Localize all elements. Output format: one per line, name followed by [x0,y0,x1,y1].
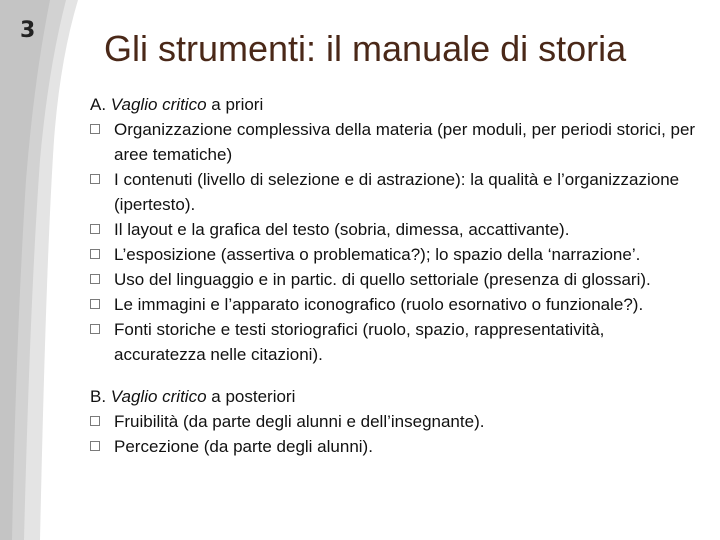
bullet-icon [90,174,100,184]
section-a-heading: A. Vaglio critico a priori [90,95,264,114]
list-item: Le immagini e l’apparato iconografico (ruolo esornativo o funzionale?). [90,292,700,317]
slide-content [90,92,700,459]
list-item: Il layout e la grafica del testo (sobria, dimessa, accattivante). [90,217,700,242]
bullet-icon [90,416,100,426]
slide-title: Gli strumenti: il manuale di storia [104,28,627,69]
bullet-icon [90,124,100,134]
section-a-list [90,117,700,367]
bullet-icon [90,274,100,284]
section-b-list [90,409,700,459]
list-item: Uso del linguaggio e in partic. di quello settoriale (presenza di glossari). [90,267,700,292]
bullet-icon [90,224,100,234]
corner-decoration [0,0,78,540]
list-item: Fonti storiche e testi storiografici (ruolo, spazio, rappresentatività, accuratezza nelle citazioni). [90,317,700,367]
section-a [90,92,700,367]
section-b-heading: B. Vaglio critico a posteriori [90,387,296,406]
bullet-icon [90,441,100,451]
list-item: I contenuti (livello di selezione e di astrazione): la qualità e l’organizzazione (ipertesto). [90,167,700,217]
bullet-icon [90,324,100,334]
list-item: Fruibilità (da parte degli alunni e dell’insegnante). [90,409,700,434]
section-b [90,384,700,459]
slide-number: 3 [20,18,36,43]
list-item: L’esposizione (assertiva o problematica?); lo spazio della ‘narrazione’. [90,242,700,267]
bullet-icon [90,249,100,259]
list-item: Percezione (da parte degli alunni). [90,434,700,459]
bullet-icon [90,299,100,309]
list-item: Organizzazione complessiva della materia (per moduli, per periodi storici, per aree tematiche) [90,117,700,167]
